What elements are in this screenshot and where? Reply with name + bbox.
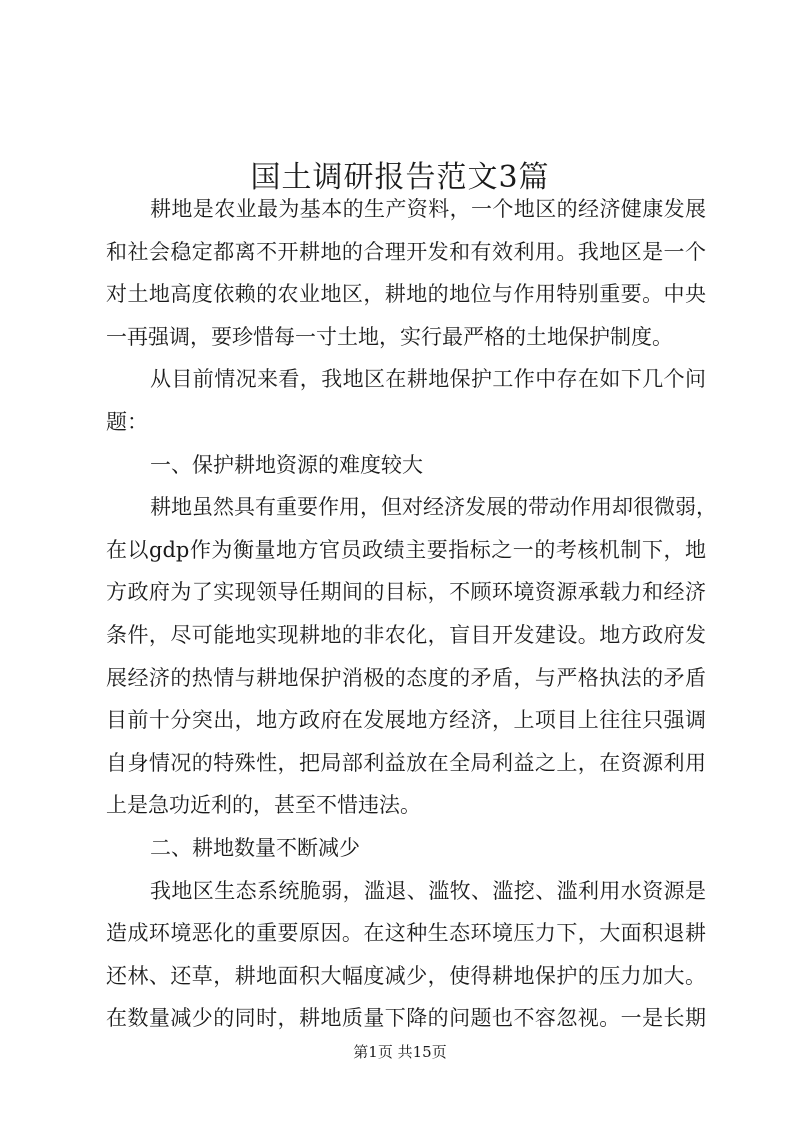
- text-line: 上是急功近利的，甚至不惜违法。: [106, 793, 421, 818]
- text-line: 题：: [106, 409, 148, 434]
- page-title: 国土调研报告范文3篇: [250, 160, 550, 196]
- text-line: 展经济的热情与耕地保护消极的态度的矛盾，与严格执法的矛盾: [106, 665, 706, 690]
- text-line: 耕地是农业最为基本的生产资料，一个地区的经济健康发展: [150, 197, 706, 221]
- text-line: 造成环境恶化的重要原因。在这种生态环境压力下，大面积退耕: [106, 921, 706, 946]
- document-body: [106, 188, 717, 1040]
- text-line: 目前十分突出，地方政府在发展地方经济，上项目上往往只强调: [106, 708, 706, 733]
- text-line: 自身情况的特殊性，把局部利益放在全局利益之上，在资源利用: [106, 750, 706, 775]
- text-line: 一、保护耕地资源的难度较大: [150, 452, 423, 477]
- text-line: 方政府为了实现领导任期间的目标，不顾环境资源承载力和经济: [106, 580, 706, 605]
- text-line: 我地区生态系统脆弱，滥退、滥牧、滥挖、滥利用水资源是: [150, 878, 706, 903]
- page-footer: 第1页 共15页: [353, 1043, 447, 1061]
- text-line: 对土地高度依赖的农业地区，耕地的地位与作用特别重要。中央: [106, 282, 706, 307]
- text-line: 从目前情况来看，我地区在耕地保护工作中存在如下几个问: [150, 367, 706, 392]
- text-line: 一再强调，要珍惜每一寸土地，实行最严格的土地保护制度。: [106, 324, 673, 349]
- text-line: 在以gdp作为衡量地方官员政绩主要指标之一的考核机制下，地: [106, 537, 706, 562]
- text-line: 和社会稳定都离不开耕地的合理开发和有效利用。我地区是一个: [106, 239, 706, 264]
- text-line: 在数量减少的同时，耕地质量下降的问题也不容忽视。一是长期: [106, 1006, 706, 1031]
- text-line: 条件，尽可能地实现耕地的非农化，盲目开发建设。地方政府发: [106, 622, 706, 647]
- text-line: 耕地虽然具有重要作用，但对经济发展的带动作用却很微弱，: [150, 495, 717, 520]
- text-line: 还林、还草，耕地面积大幅度减少，使得耕地保护的压力加大。: [106, 963, 706, 988]
- text-line: 二、耕地数量不断减少: [150, 835, 360, 860]
